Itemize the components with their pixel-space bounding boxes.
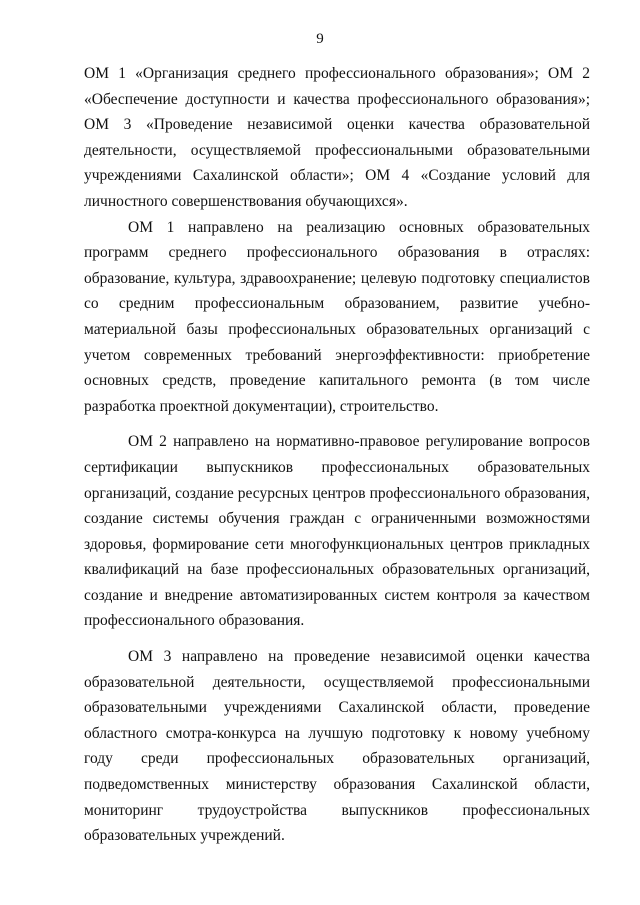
document-body: [84, 61, 590, 849]
paragraph-om1: ОМ 1 направлено на реализацию основных образовательных программ среднего профессионального образования в отраслях: образование, культура, здравоохранение; целевую подготовку специалистов со средним профессиональным образованием, развитие учебно-материальной базы профессиональных образовательных организаций с учетом современных требований энергоэффективности: приобретение основных средств, проведение капитального ремонта (в том числе разработка проектной документации), строительство.: [84, 218, 590, 415]
page-number: 9: [316, 31, 324, 47]
paragraph-om2: ОМ 2 направлено на нормативно-правовое регулирование вопросов сертификации выпускников профессиональных образовательных организаций, создание ресурсных центров профессионального образования, создание системы обучения граждан с ограниченными возможностями здоровья, формирование сети многофункциональных центров прикладных квалификаций на базе профессиональных образовательных организаций, создание и внедрение автоматизированных систем контроля за качеством профессионального образования.: [84, 433, 590, 630]
paragraph-om3: ОМ 3 направлено на проведение независимой оценки качества образовательной деятельности, осуществляемой профессиональными образовательными учреждениями Сахалинской области, проведение областного смотра-конкурса на лучшую подготовку к новому учебному году среди профессиональных образовательных организаций, подведомственных министерству образования Сахалинской области, мониторинг трудоустройства выпускников профессиональных образовательных учреждений.: [84, 648, 590, 845]
paragraph-measures-list: ОМ 1 «Организация среднего профессионального образования»; ОМ 2 «Обеспечение доступности и качества профессионального образования»; ОМ 3 «Проведение независимой оценки качества образовательной деятельности, осуществляемой профессиональными образовательными учреждениями Сахалинской области»; ОМ 4 «Создание условий для личностного совершенствования обучающихся».: [84, 65, 590, 210]
